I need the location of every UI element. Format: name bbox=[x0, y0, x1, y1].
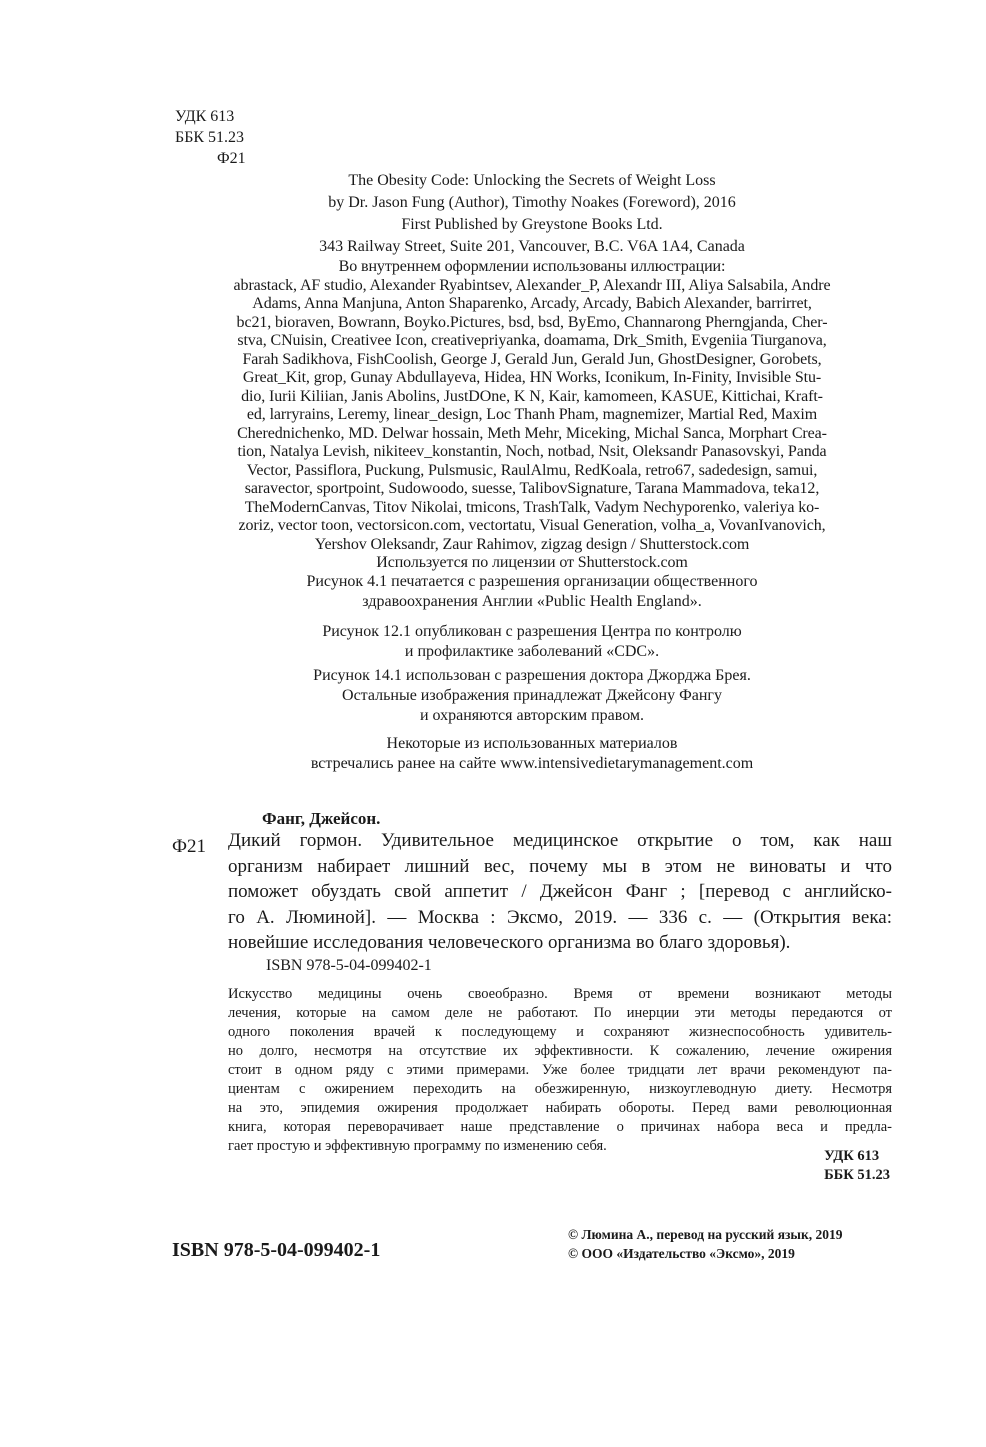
figure-credit-line: и охраняются авторским правом. bbox=[419, 707, 645, 724]
catalog-line: поможет обуздать свой аппетит / Джейсон Фанг ; [перевод с английско- bbox=[228, 881, 892, 902]
credit-line: saravector, sportpoint, Sudowoodo, suesse, TalibovSignature, Tarana Mammadova, teka12, bbox=[244, 480, 820, 497]
catalog-line: новейшие исследования человеческого организма во благо здоровья). bbox=[228, 932, 791, 953]
credit-line: abrastack, AF studio, Alexander Ryabintsev, Alexander_P, Alexandr III, Aliya Salsabila, Andre bbox=[233, 276, 831, 294]
bbk-code: ББК 51.23 bbox=[175, 129, 245, 146]
catalog-line: Дикий гормон. Удивительное медицинское открытие о том, как наш bbox=[228, 830, 892, 851]
credit-line: Cherednichenko, MD. Delwar hossain, Meth Mehr, Miceking, Michal Sanca, Morphart Crea- bbox=[237, 424, 827, 442]
credit-line: tion, Natalya Levish, nikiteev_konstantin, Noch, notbad, Nsit, Oleksandr Panasovskyi, Panda bbox=[237, 443, 827, 460]
copyright-line: © ООО «Издательство «Эксмо», 2019 bbox=[568, 1245, 795, 1261]
figure-credit-12-1 bbox=[172, 622, 892, 662]
materials-note-line: встречались ранее на сайте www.intensivedietarymanagement.com bbox=[310, 755, 754, 772]
credit-line: TheModernCanvas, Titov Nikolai, tmicons, TrashTalk, Vadym Nechyporenko, valeriya ko- bbox=[244, 498, 820, 516]
illustration-credits bbox=[172, 258, 892, 573]
credit-line: Используется по лицензии от Shutterstock.com bbox=[376, 554, 688, 571]
catalog-index: Ф21 bbox=[172, 836, 207, 857]
catalog-author: Фанг, Джейсон. bbox=[262, 809, 381, 828]
udk-code: УДК 613 bbox=[175, 108, 235, 125]
footer-udk: УДК 613 bbox=[824, 1148, 880, 1164]
annotation-line: Искусство медицины очень своеобразно. Время от времени возникают методы bbox=[228, 986, 892, 1002]
credit-line: Yershov Oleksandr, Zaur Rahimov, zigzag design / Shutterstock.com bbox=[314, 535, 750, 553]
annotation-line: лечения, которые на самом деле не работают. По инерции эти методы передаются от bbox=[228, 1005, 892, 1021]
classification-header bbox=[175, 106, 246, 169]
figure-credit-line: Рисунок 4.1 печатается с разрешения организации общественного bbox=[306, 573, 758, 590]
figure-credit-line: здравоохранения Англии «Public Health England». bbox=[362, 593, 702, 610]
catalog-line: го А. Люминой]. — Москва : Эксмо, 2019. — 336 с. — (Открытия века: bbox=[228, 906, 892, 928]
copyright-line: © Люмина А., перевод на русский язык, 2019 bbox=[568, 1227, 843, 1242]
credit-line: Farah Sadikhova, FishCoolish, George J, Gerald Jun, Gerald Jun, GhostDesigner, Gorobets, bbox=[242, 350, 822, 368]
original-author-line: by Dr. Jason Fung (Author), Timothy Noakes (Foreword), 2016 bbox=[328, 194, 736, 211]
annotation bbox=[228, 985, 892, 1156]
credit-line: Adams, Anna Manjuna, Anton Shaparenko, Arcady, Arcady, Babich Alexander, barrirret, bbox=[252, 295, 812, 312]
credit-line: bc21, bioraven, Bowrann, Boyko.Pictures, bsd, bsd, ByEmo, Channarong Pherngjanda, Cher- bbox=[236, 313, 828, 331]
footer-isbn: ISBN 978-5-04-099402-1 bbox=[172, 1239, 381, 1261]
figure-credit-4-1 bbox=[172, 572, 892, 612]
annotation-line: но долго, несмотря на отсутствие их эффективности. К сожалению, лечение ожирения bbox=[228, 1043, 892, 1059]
annotation-line: книга, которая переворачивает наше представление о причинах набора веса и предла- bbox=[228, 1119, 892, 1135]
figure-credit-line: Рисунок 14.1 использован с разрешения доктора Джорджа Брея. bbox=[313, 667, 751, 684]
credit-line: ed, larryrains, Leremy, linear_design, Loc Thanh Pham, magnemizer, Martial Red, Maxim bbox=[246, 406, 818, 423]
catalog-isbn: ISBN 978-5-04-099402-1 bbox=[266, 957, 432, 974]
materials-note-line: Некоторые из использованных материалов bbox=[386, 735, 678, 752]
original-address-line: 343 Railway Street, Suite 201, Vancouver, B.C. V6A 1A4, Canada bbox=[319, 238, 745, 255]
original-publisher-line: First Published by Greystone Books Ltd. bbox=[401, 216, 663, 233]
annotation-line: гает простую и эффективную программу по изменению себя. bbox=[228, 1138, 607, 1154]
credit-line: dio, Iurii Kiliian, Janis Abolins, JustDOne, K N, Kair, kamomeen, KASUE, Kittichai, Kraft- bbox=[241, 387, 823, 405]
annotation-line: циентам с ожирением переходить на обезжиренную, низкоуглеводную диету. Несмотря bbox=[228, 1081, 892, 1097]
original-title-line: The Obesity Code: Unlocking the Secrets of Weight Loss bbox=[348, 172, 716, 189]
annotation-line: на это, эпидемия ожирения продолжает набирать обороты. Перед вами революционная bbox=[228, 1100, 892, 1116]
figure-credit-line: Остальные изображения принадлежат Джейсону Фангу bbox=[342, 687, 722, 704]
figure-credit-line: Рисунок 12.1 опубликован с разрешения Центра по контролю bbox=[322, 623, 742, 640]
credit-line: Во внутреннем оформлении использованы иллюстрации: bbox=[338, 258, 726, 275]
figure-credit-14-1 bbox=[172, 666, 892, 726]
credit-line: stva, CNuisin, Creativee Icon, creativepriyanka, doamama, Drk_Smith, Evgeniia Tiurganova, bbox=[237, 332, 827, 349]
footer-bbk: ББК 51.23 bbox=[824, 1166, 890, 1183]
materials-note bbox=[172, 734, 892, 774]
catalog-description bbox=[228, 828, 892, 956]
annotation-line: одного поколения врачей к последующему и сохраняют жизнеспособность удивитель- bbox=[228, 1024, 892, 1040]
catalog-line: организм набирает лишний вес, почему мы в этом не виноваты и что bbox=[228, 855, 892, 877]
figure-credit-line: и профилактике заболеваний «CDC». bbox=[404, 643, 660, 660]
annotation-line: стоит в одном ряду с этими примерами. Уже более тридцати лет врачи рекомендуют па- bbox=[228, 1062, 892, 1078]
original-edition-info bbox=[172, 170, 892, 258]
credit-line: Vector, Passiflora, Puckung, Pulsmusic, RaulAlmu, RedKoala, retro67, sadedesign, samui, bbox=[246, 461, 818, 479]
author-index: Ф21 bbox=[217, 150, 246, 167]
credit-line: Great_Kit, grop, Gunay Abdullayeva, Hidea, HN Works, Iconikum, In-Finity, Invisible Stu- bbox=[242, 369, 822, 386]
copyright-notices bbox=[568, 1226, 843, 1263]
footer-classification bbox=[824, 1147, 890, 1184]
credit-line: zoriz, vector toon, vectorsicon.com, vectortatu, Visual Generation, volha_a, VovanIvanovich, bbox=[238, 517, 826, 534]
